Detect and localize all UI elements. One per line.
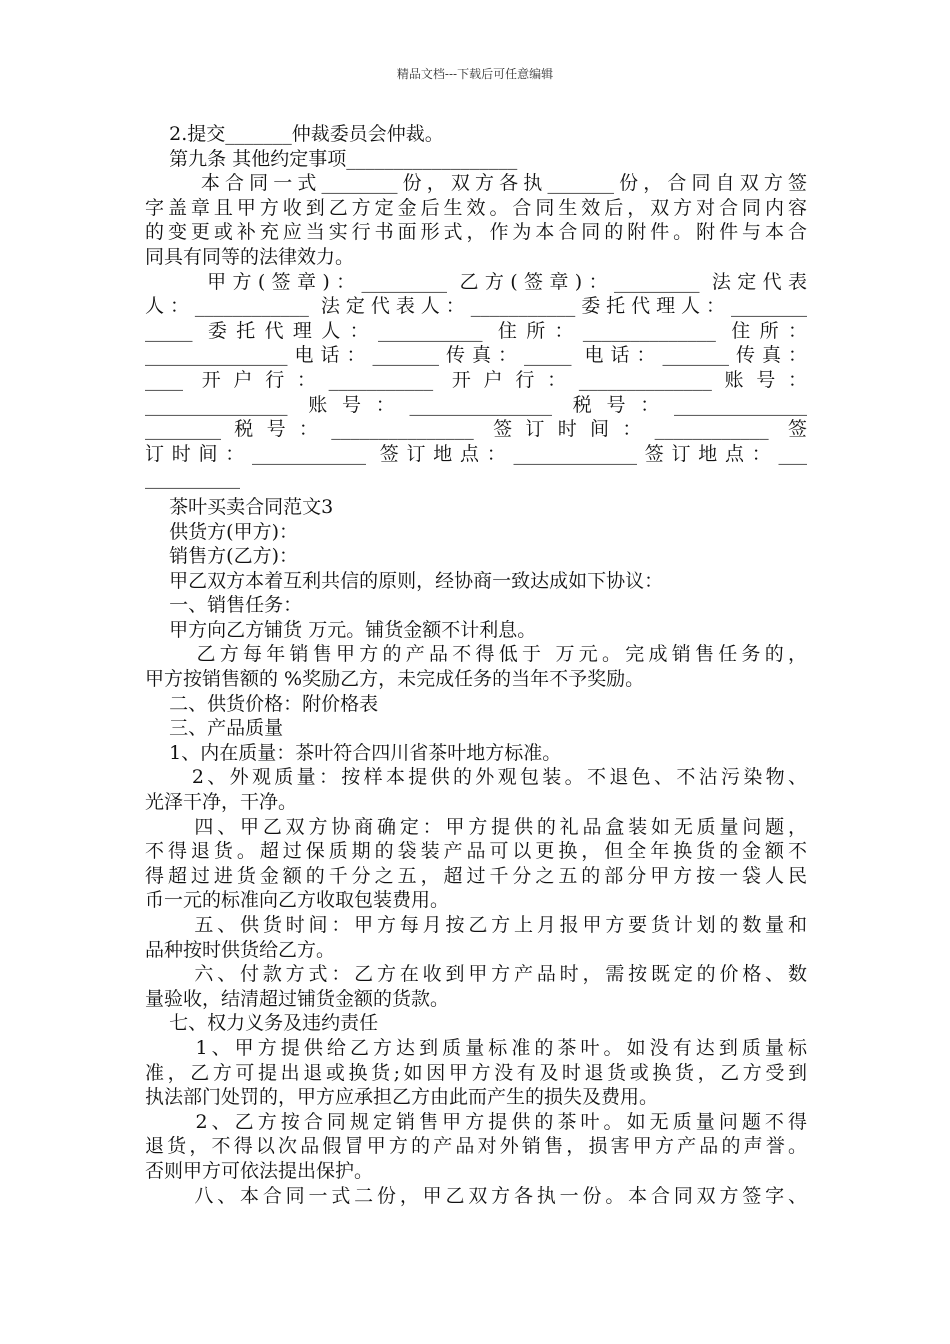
text-line: 人：____________ 法定代表人：___________委托代理人：________ xyxy=(145,295,807,318)
text-line: 1、甲方提供给乙方达到质量标准的茶叶。如没有达到质量标 xyxy=(145,1036,807,1059)
text-line: 光泽干净，干净。 xyxy=(145,791,298,814)
text-line: 供货方(甲方)： xyxy=(145,520,298,543)
text-line: _____ 委托代理人：___________ 住所：______________ 住所： xyxy=(145,319,807,342)
text-line: 四、甲乙双方协商确定：甲方提供的礼品盒装如无质量问题， xyxy=(145,815,807,838)
text-line: 得超过进货金额的千分之五，超过千分之五的部分甲方按一袋人民 xyxy=(145,864,807,887)
text-line: __________ xyxy=(145,467,240,490)
text-line: 本合同一式________份，双方各执_______份，合同自双方签 xyxy=(145,172,807,195)
text-line: 茶叶买卖合同范文3 xyxy=(145,495,334,518)
text-line: 甲方(签章)：_________ 乙方(签章)：_________ 法定代表 xyxy=(145,270,807,293)
text-line: 不得退货。超过保质期的袋装产品可以更换，但全年换货的金额不 xyxy=(145,840,807,863)
text-line: 1、内在质量：茶叶符合四川省茶叶地方标准。 xyxy=(145,741,562,764)
text-line: 品种按时供货给乙方。 xyxy=(145,938,336,961)
text-line: 退货，不得以次品假冒甲方的产品对外销售，损害甲方产品的声誉。 xyxy=(145,1135,807,1158)
text-line: 量验收，结清超过铺货金额的货款。 xyxy=(145,987,450,1010)
text-line: 甲方按销售额的 %奖励乙方，未完成任务的当年不予奖励。 xyxy=(145,668,645,691)
text-line: 销售方(乙方)： xyxy=(145,545,298,568)
page-header: 精品文档---下载后可任意编辑 xyxy=(396,67,554,81)
text-line: ____ 开户行：___________ 开户行：______________账号： xyxy=(145,368,807,391)
text-line: 三、产品质量 xyxy=(145,717,284,740)
text-line: 甲方向乙方铺货 万元。铺货金额不计利息。 xyxy=(145,618,537,641)
text-line: 甲乙双方本着互利共信的原则，经协商一致达成如下协议： xyxy=(145,569,664,592)
text-line: 七、权力义务及违约责任 xyxy=(145,1012,379,1035)
text-line: 准，乙方可提出退或换货;如因甲方没有及时退货或换货，乙方受到 xyxy=(145,1061,807,1084)
text-line: 2、乙方按合同规定销售甲方提供的茶叶。如无质量问题不得 xyxy=(145,1110,807,1133)
text-line: 的变更或补充应当实行书面形式，作为本合同的附件。附件与本合 xyxy=(145,221,807,244)
text-line: 字盖章且甲方收到乙方定金后生效。合同生效后，双方对合同内容 xyxy=(145,196,807,219)
text-line: 六、付款方式：乙方在收到甲方产品时，需按既定的价格、数 xyxy=(145,963,807,986)
text-line: 执法部门处罚的，甲方应承担乙方由此而产生的损失及费用。 xyxy=(145,1086,659,1109)
text-line: 乙方每年销售甲方的产品不得低于 万元。完成销售任务的， xyxy=(145,643,807,666)
text-line: 第九条 其他约定事项__________________ xyxy=(145,147,518,170)
text-line: _______________电话：_______传真：_____ 电话：_______传真： xyxy=(145,344,807,367)
document-body xyxy=(145,122,807,1208)
text-line: _______________ 账号：_______________ 税号：______________ xyxy=(145,393,807,416)
text-line: 二、供货价格：附价格表 xyxy=(145,692,379,715)
text-line: 五、供货时间：甲方每月按乙方上月报甲方要货计划的数量和 xyxy=(145,914,807,936)
text-line: 否则甲方可依法提出保护。 xyxy=(145,1159,374,1182)
text-line: 币一元的标准向乙方收取包装费用。 xyxy=(145,889,450,912)
text-line: 同具有同等的法律效力。 xyxy=(145,245,355,268)
text-line: 订时间：____________ 签订地点：_____________签订地点：___ xyxy=(145,442,807,465)
text-line: 八、本合同一式二份，甲乙双方各执一份。本合同双方签字、 xyxy=(145,1184,807,1207)
text-line: 一、销售任务： xyxy=(145,594,303,617)
text-line: 2.提交_______仲裁委员会仲裁。 xyxy=(145,123,444,145)
text-line: ________税号：_______________ 签订时间：____________ 签 xyxy=(145,418,807,441)
text-line: 2、外观质量：按样本提供的外观包装。不退色、不沾污染物、 xyxy=(145,766,807,789)
